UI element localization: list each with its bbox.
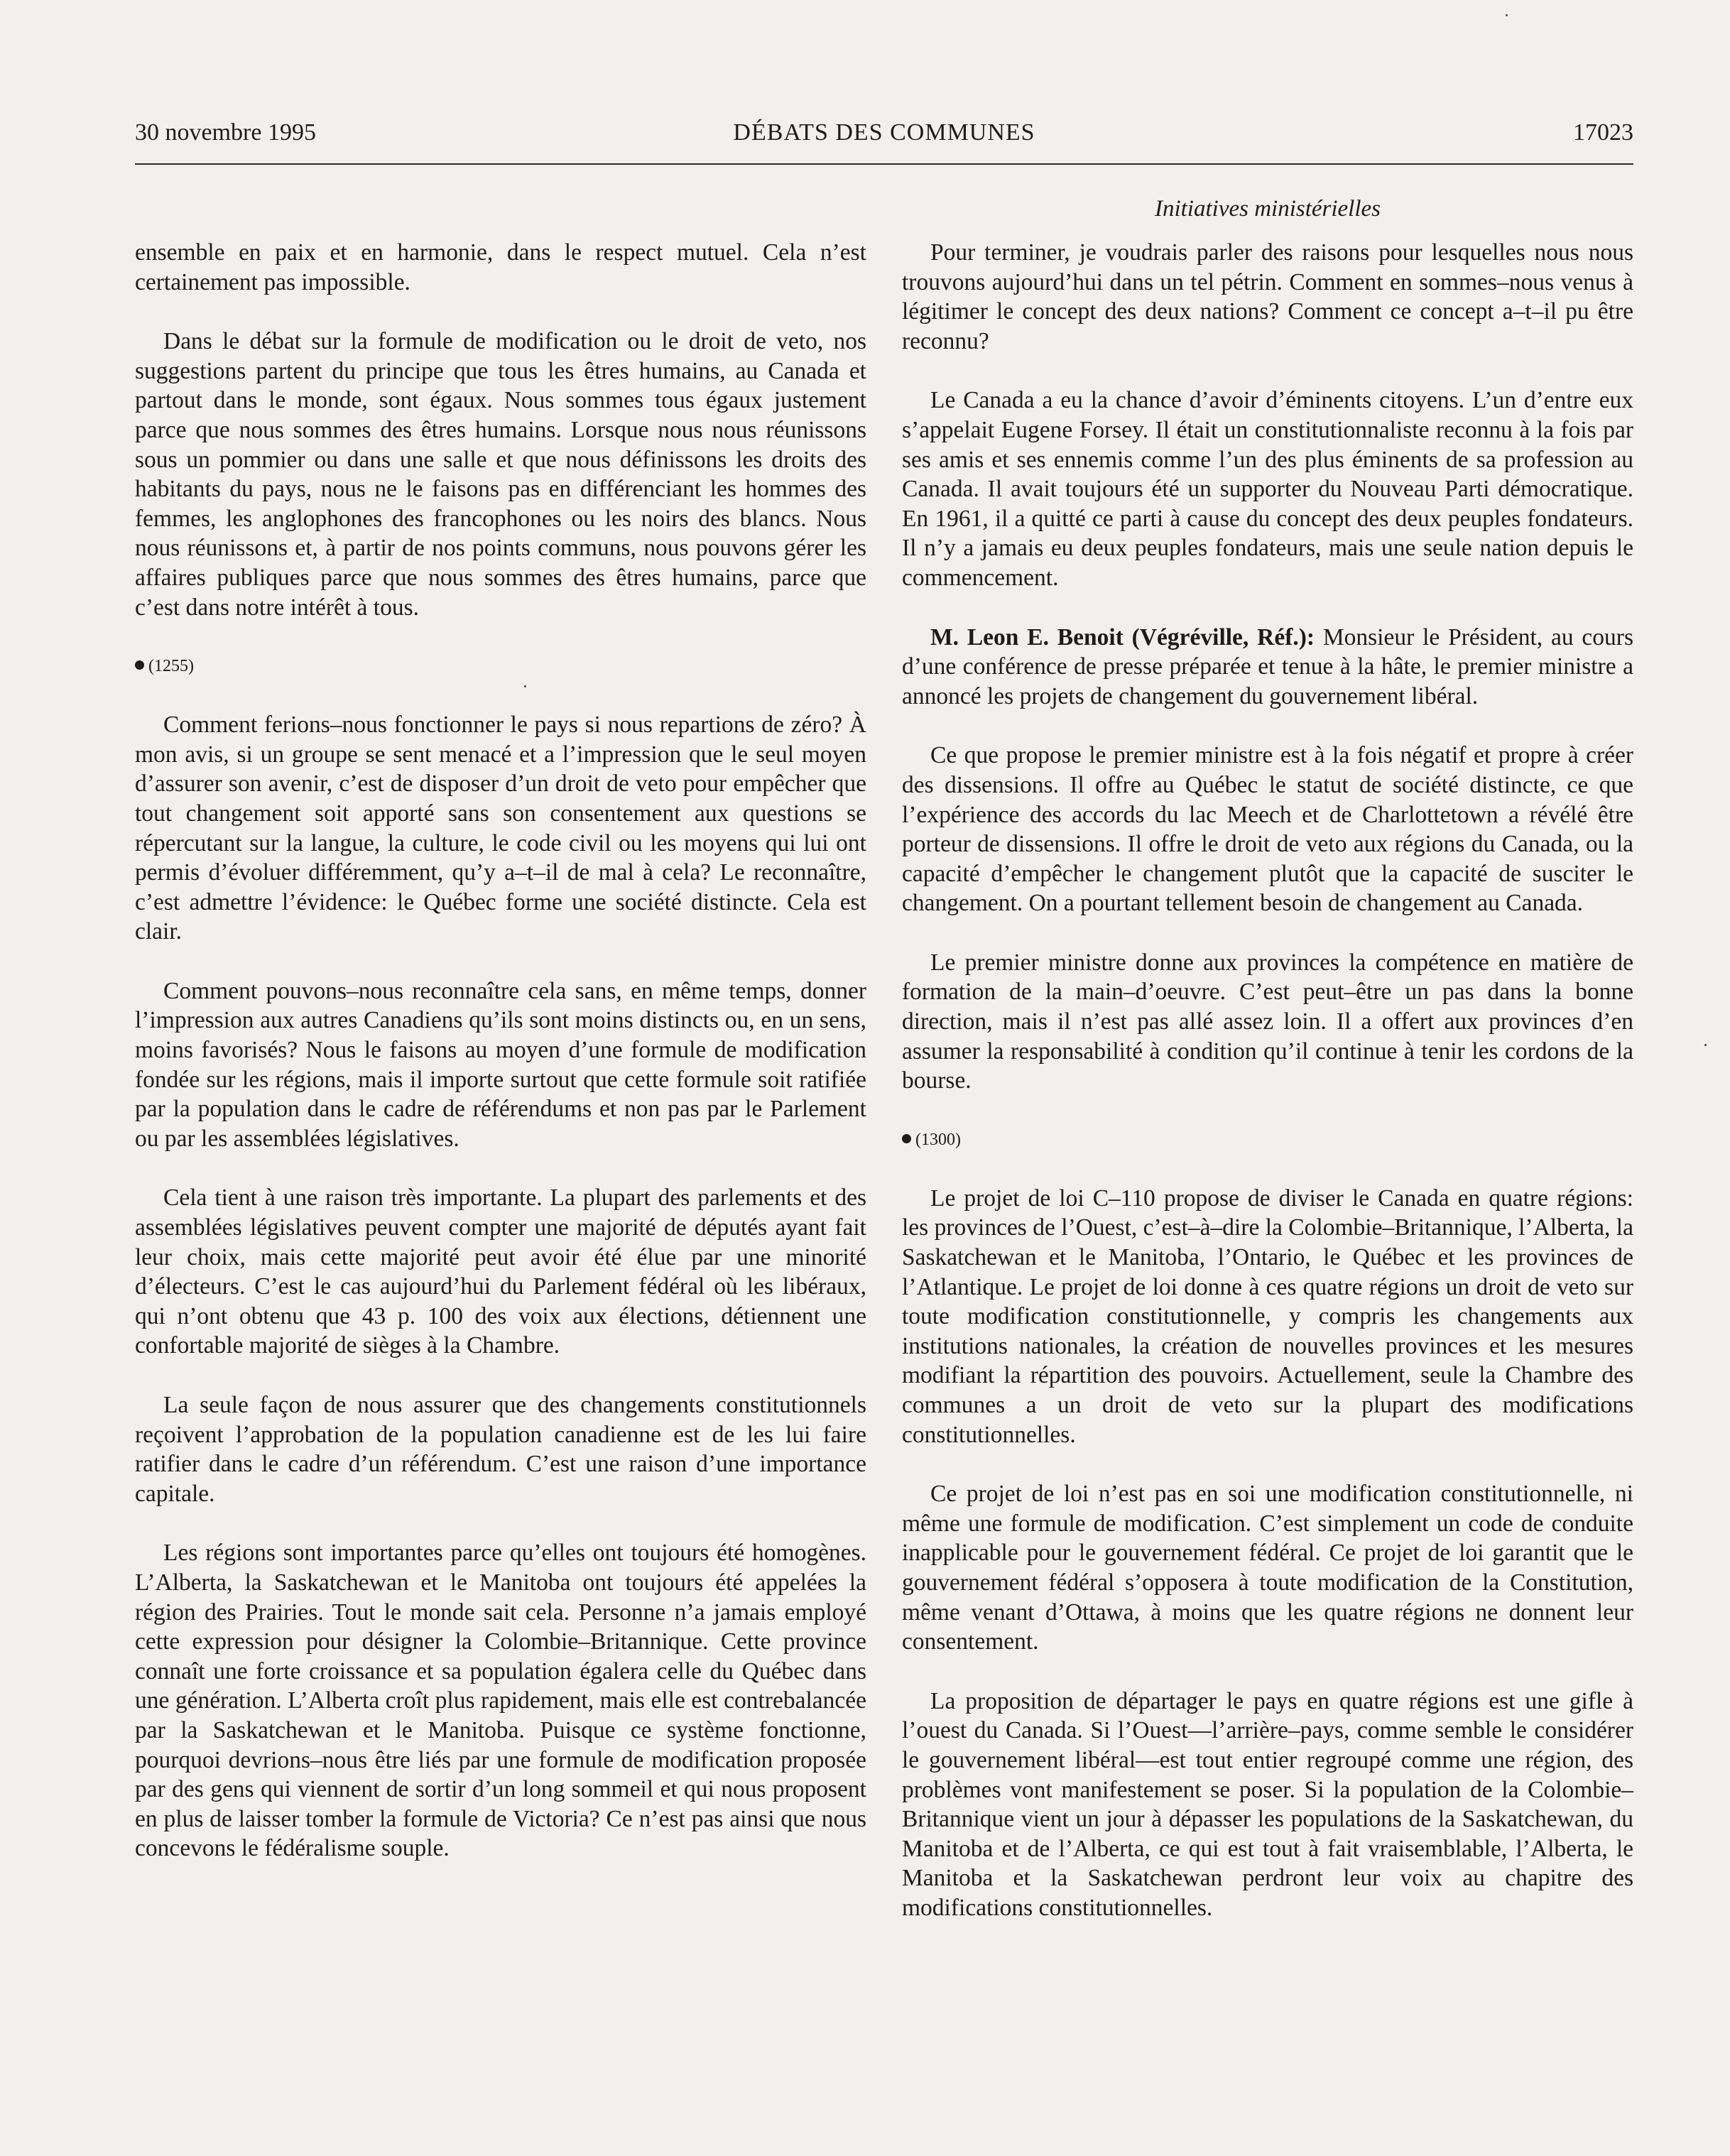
left-paragraph-4: Comment pouvons–nous reconnaître cela sans, en même temps, donner l’impression aux autres Canadiens qu’ils sont moins distincts ou, en un sens, moins favorisés? Nous le faisons au moyen d’une formule de modification fondée sur les régions, mais il importe surtout que cette formule soit ratifiée par la population dans le cadre de référendums et non pas par le Parlement ou par les assemblées législatives. bbox=[135, 977, 866, 1152]
scan-speck bbox=[524, 685, 526, 687]
right-paragraph-7: Ce projet de loi n’est pas en soi une modification constitutionnelle, ni même une formule de modification. C’est simplement un code de conduite inapplicable pour le gouvernement fédéral. Ce projet de loi garantit que le gouvernement fédéral s’opposera à toute modification de la Constitution, même venant d’Ottawa, à moins que les quatre régions ne donnent leur consentement. bbox=[902, 1481, 1633, 1655]
left-paragraph-1: ensemble en paix et en harmonie, dans le respect mutuel. Cela n’est certainement pas impossible. bbox=[135, 239, 866, 295]
scan-speck bbox=[1704, 1044, 1707, 1046]
right-paragraph-6: Le projet de loi C–110 propose de diviser le Canada en quatre régions: les provinces de l’Ouest, c’est–à–dire la Colombie–Britannique, l’Alberta, la Saskatchewan et le Manitoba, l’Ontario, le Québec et les provinces de l’Atlantique. Le projet de loi donne à ces quatre régions un droit de veto sur toute modification constitutionnelle, y compris les changements aux institutions nationales, la création de nouvelles provinces et les mesures modifiant la répartition des pouvoirs. Actuellement, seule la Chambre des communes a un droit de veto sur la plupart des modifications constitutionnelles. bbox=[902, 1185, 1633, 1448]
time-marker bbox=[135, 652, 866, 680]
right-paragraph-1: Pour terminer, je voudrais parler des raisons pour lesquelles nous nous trouvons aujourd’hui dans un tel pétrin. Comment en sommes–nous venus à légitimer le concept des deux nations? Comment ce concept a–t–il pu être reconnu? bbox=[902, 239, 1633, 354]
time-marker bbox=[902, 1126, 1633, 1154]
speech-paragraph bbox=[902, 623, 1633, 712]
header-title: DÉBATS DES COMMUNES bbox=[733, 119, 1035, 146]
left-paragraph-2: Dans le débat sur la formule de modification ou le droit de veto, nos suggestions partent du principe que tous les êtres humains, au Canada et partout dans le monde, sont égaux. Nous sommes tous égaux justement parce que nous sommes des êtres humains. Lorsque nous nous réunissons sous un pommier ou dans une salle et que nous définissons les droits des habitants du pays, nous ne le faisons pas en différenciant les hommes des femmes, les anglophones des francophones ou les noirs des blancs. Nous nous réunissons et, à partir de nos points communs, nous pouvons gérer les affaires publiques parce que nous sommes des êtres humains, parce que c’est dans notre intérêt à tous. bbox=[135, 328, 866, 621]
left-paragraph-3: Comment ferions–nous fonctionner le pays si nous repartions de zéro? À mon avis, si un groupe se sent menacé et a l’impression que le seul moyen d’assurer son avenir, c’est de disposer d’un droit de veto pour empêcher que tout changement soit apporté sans son consentement aux questions se répercutant sur la langue, la culture, le code civil ou les moyens qui lui ont permis d’évoluer différemment, qu’y a–t–il de mal à cela? Le reconnaître, c’est admettre l’évidence: le Québec forme une société distincte. Cela est clair. bbox=[135, 712, 866, 945]
header-page-number: 17023 bbox=[1573, 119, 1633, 146]
header-date: 30 novembre 1995 bbox=[135, 119, 316, 146]
header-rule bbox=[135, 163, 1633, 165]
left-paragraph-5: Cela tient à une raison très importante. La plupart des parlements et des assemblées législatives peuvent compter une majorité de députés ayant fait leur choix, mais cette majorité peut avoir été élue par une minorité d’électeurs. C’est le cas aujourd’hui du Parlement fédéral où les libéraux, qui n’ont obtenu que 43 p. 100 des voix aux élections, détiennent une confortable majorité de sièges à la Chambre. bbox=[135, 1185, 866, 1359]
time-marker-label: (1255) bbox=[148, 657, 194, 676]
right-column bbox=[902, 238, 1633, 1953]
left-paragraph-7: Les régions sont importantes parce qu’elles ont toujours été homogènes. L’Alberta, la Saskatchewan et le Manitoba ont toujours été appelées la région des Prairies. Tout le monde sait cela. Personne n’a jamais employé cette expression pour désigner la Colombie–Britannique. Cette province connaît une forte croissance et sa population égalera celle du Québec dans une génération. L’Alberta croît plus rapidement, mais elle est contrebalancée par la Saskatchewan et le Manitoba. Puisque ce système fonctionne, pourquoi devrions–nous être liés par une formule de modification proposée par des gens qui viennent de sortir d’un long sommeil et qui nous proposent en plus de laisser tomber la formule de Victoria? Ce n’est pas ainsi que nous concevons le fédéralisme souple. bbox=[135, 1540, 866, 1862]
left-column bbox=[135, 238, 866, 1893]
right-paragraph-8: La proposition de départager le pays en quatre régions est une gifle à l’ouest du Canada. Si l’Ouest—l’arrière–pays, comme semble le considérer le gouvernement libéral—est tout entier regroupé comme une région, des problèmes vont manifestement se poser. Si la population de la Colombie–Britannique vient un jour à dépasser les populations de la Saskatchewan, du Manitoba et de l’Alberta, ce qui est tout à fait vraisemblable, l’Alberta, le Manitoba et la Saskatchewan perdront leur voix au chapitre des modifications constitutionnelles. bbox=[902, 1687, 1633, 1921]
bullet-icon bbox=[135, 660, 144, 670]
left-paragraph-6: La seule façon de nous assurer que des changements constitutionnels reçoivent l’approbation de la population canadienne est de les lui faire ratifier dans le cadre d’un référendum. C’est une raison d’une importance capitale. bbox=[135, 1392, 866, 1507]
page-header bbox=[135, 117, 1633, 167]
time-marker-label: (1300) bbox=[915, 1130, 961, 1149]
right-paragraph-2: Le Canada a eu la chance d’avoir d’éminents citoyens. L’un d’entre eux s’appelait Eugene Forsey. Il était un constitutionnaliste reconnu à la fois par ses amis et ses ennemis comme l’un des plus éminents de sa profession au Canada. Il avait toujours été un supporter du Nouveau Parti démocratique. En 1961, il a quitté ce parti à cause du concept des deux peuples fondateurs. Il n’y a jamais eu deux peuples fondateurs, mais une seule nation depuis le commencement. bbox=[902, 387, 1633, 591]
running-head: Initiatives ministérielles bbox=[1154, 196, 1381, 222]
scan-speck bbox=[1506, 14, 1508, 16]
right-paragraph-4: Ce que propose le premier ministre est à la fois négatif et propre à créer des dissensions. Il offre au Québec le statut de société distincte, ce que l’expérience des accords du lac Meech et de Charlottetown a révélé être porteur de dissensions. Il offre le droit de veto aux régions du Canada, ou la capacité d’empêcher le changement plutôt que la capacité de susciter le changement. On a pourtant tellement besoin de changement au Canada. bbox=[902, 742, 1633, 917]
speaker-name: M. Leon E. Benoit (Végréville, Réf.): bbox=[930, 624, 1315, 650]
right-paragraph-5: Le premier ministre donne aux provinces la compétence en matière de formation de la main–d’oeuvre. C’est peut–être un pas dans la bonne direction, mais il n’est pas allé assez loin. Il a offert aux provinces d’en assumer la responsabilité à condition qu’il continue à tenir les cordons de la bourse. bbox=[902, 949, 1633, 1094]
bullet-icon bbox=[902, 1134, 911, 1143]
speech-text: Monsieur le Président, au cours d’une conférence de presse préparée et tenue à la hâte, le premier ministre a annoncé les projets de changement du gouvernement libéral. bbox=[902, 624, 1633, 709]
